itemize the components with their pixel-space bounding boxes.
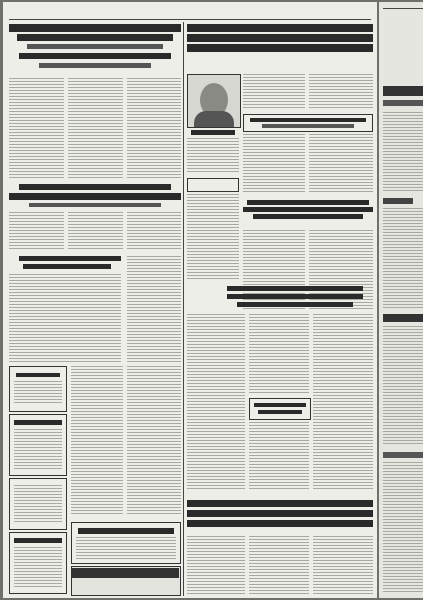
adjacent-page-edge bbox=[379, 2, 423, 598]
page-header bbox=[9, 8, 371, 20]
article-center-box bbox=[187, 130, 239, 280]
article-center-body bbox=[187, 314, 373, 494]
ad-box bbox=[9, 366, 67, 412]
article-top-left-headline bbox=[9, 22, 181, 76]
lower-left-middle bbox=[71, 366, 181, 596]
portrait-photo bbox=[187, 74, 241, 128]
newspaper-page bbox=[3, 2, 377, 598]
article-top-right-body bbox=[243, 74, 373, 194]
article-mid-left-headline bbox=[9, 182, 181, 208]
sub-headline-box bbox=[249, 398, 311, 420]
ad-box bbox=[9, 414, 67, 476]
article-top-right-headline bbox=[187, 22, 373, 70]
article-center-headline bbox=[187, 284, 373, 312]
headline-box bbox=[187, 178, 239, 192]
ads-column-left bbox=[9, 366, 67, 596]
article-top-left-body bbox=[9, 78, 181, 178]
ad-banner bbox=[71, 568, 179, 578]
ad-box bbox=[9, 532, 67, 594]
ad-box bbox=[9, 478, 67, 530]
article-bottom-right-body bbox=[187, 536, 373, 596]
article-right-mid-headline bbox=[243, 198, 373, 228]
article-bottom-right-headline bbox=[187, 498, 373, 534]
article-mid-left-body bbox=[9, 212, 181, 362]
ad-box bbox=[71, 522, 181, 564]
quote-box bbox=[243, 114, 373, 132]
